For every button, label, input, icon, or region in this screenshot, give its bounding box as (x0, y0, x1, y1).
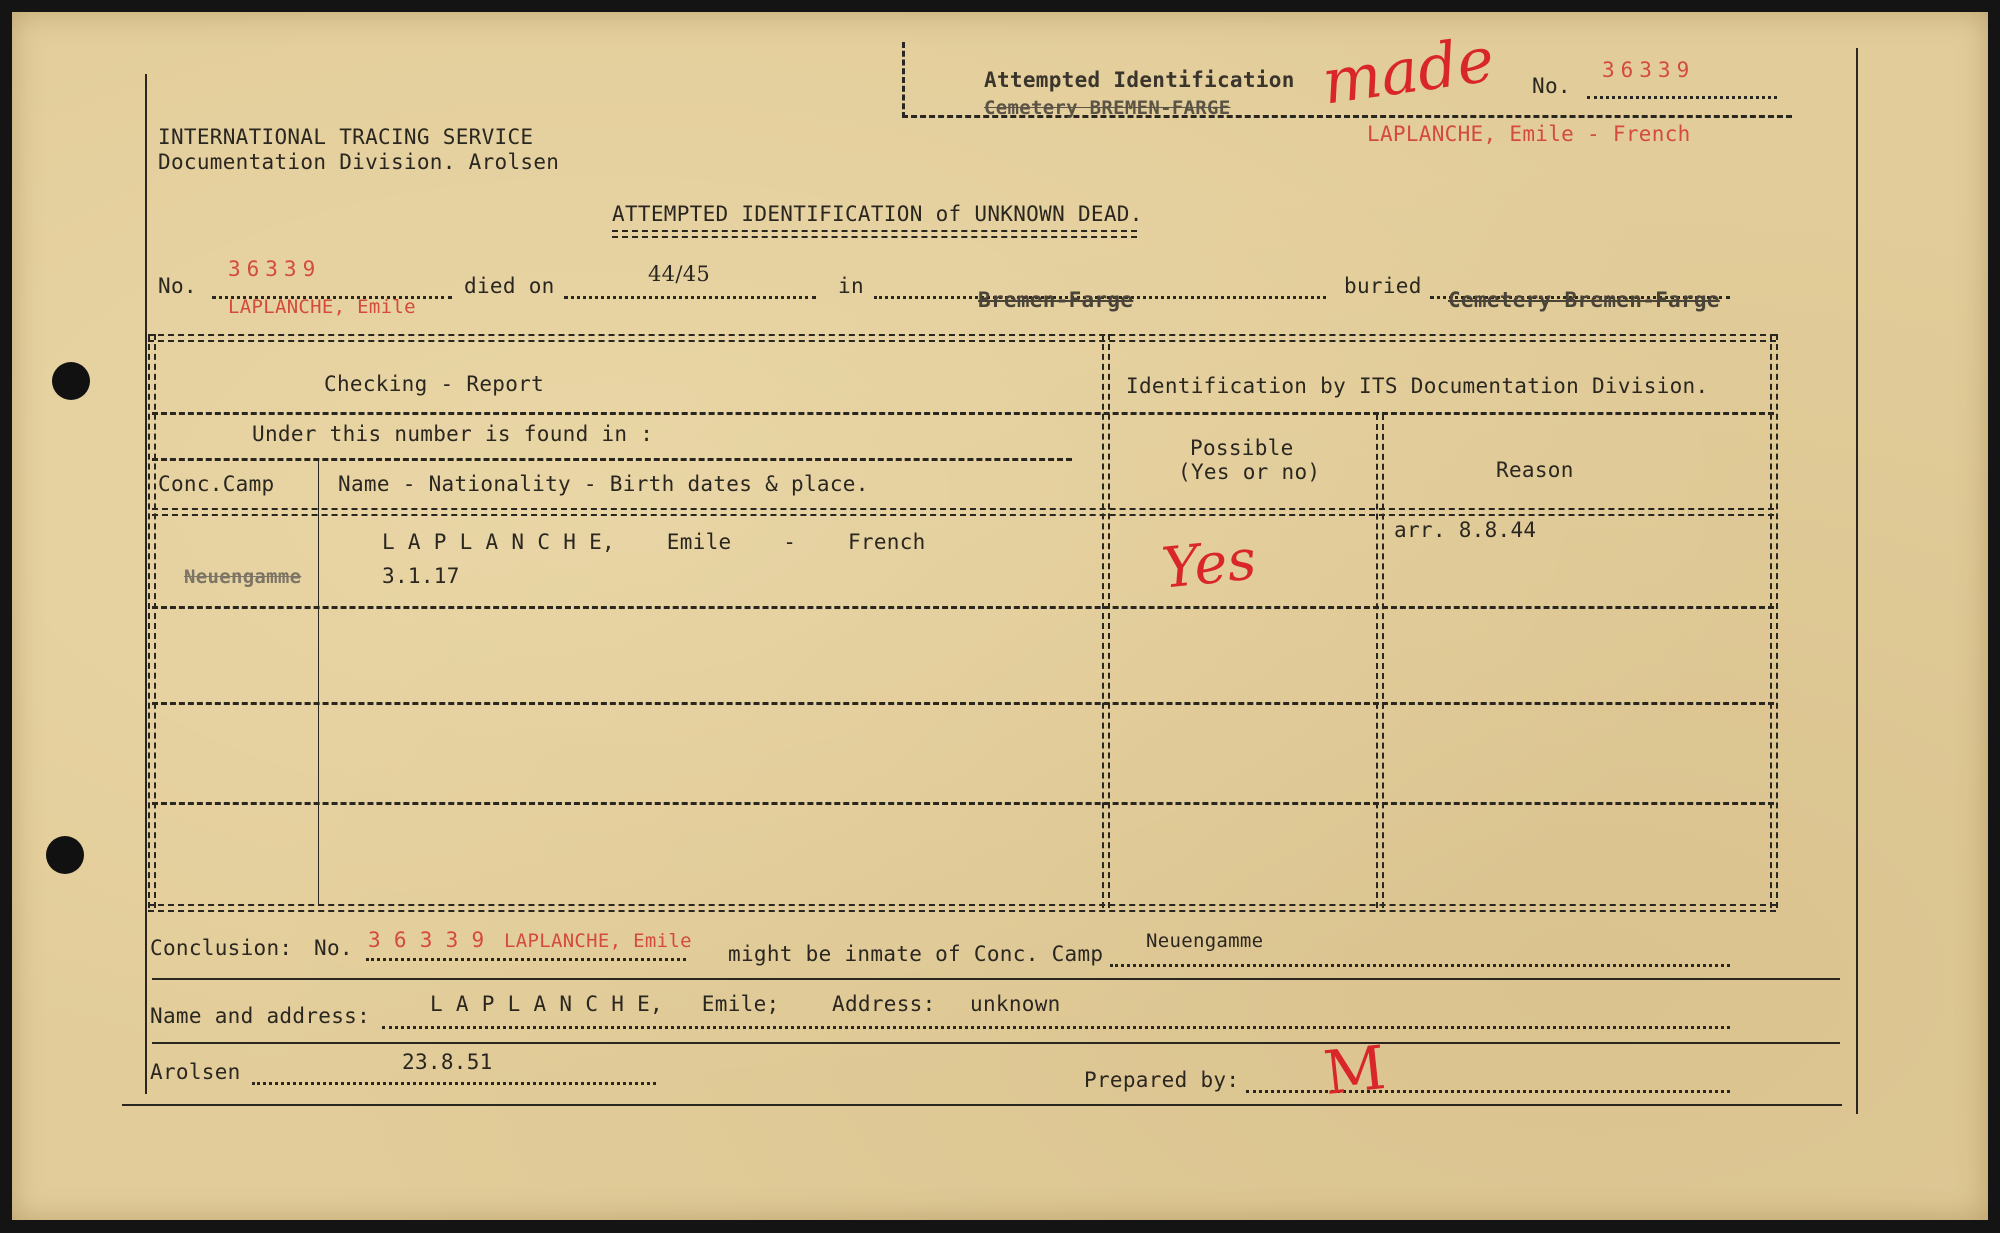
name-address-rule (152, 1042, 1840, 1044)
row-name: L A P L A N C H E, Emile - French (382, 530, 926, 554)
header-no-value: 36339 (1602, 58, 1696, 82)
footer-date: 23.8.51 (402, 1050, 493, 1074)
conclusion-label: Conclusion: (150, 936, 293, 960)
col-possible-line1: Possible (1190, 436, 1294, 460)
row-camp: Neuengamme (184, 566, 302, 588)
header-no-label: No. (1532, 74, 1571, 98)
org-line-1: INTERNATIONAL TRACING SERVICE (158, 125, 534, 149)
name-address-label: Name and address: (150, 1004, 371, 1028)
stamp-attempted: Attempted Identification (984, 68, 1295, 92)
col-reason: Reason (1496, 458, 1574, 482)
conclusion-camp-dots (1110, 964, 1730, 967)
col-possible-line2: (Yes or no) (1178, 460, 1321, 484)
header-no-dots (1587, 96, 1777, 99)
table-left-border (148, 334, 156, 908)
handwritten-made: made (1317, 22, 1499, 119)
bottom-margin-line (122, 1104, 1842, 1106)
col-camp: Conc.Camp (158, 472, 275, 496)
died-dots (564, 296, 816, 299)
right-margin-line (1856, 48, 1858, 1114)
under-number-line (152, 458, 1072, 461)
address-value: unknown (970, 992, 1061, 1016)
row-birth: 3.1.17 (382, 564, 460, 588)
conclusion-no-value: 3 6 3 3 9 (368, 928, 485, 952)
conclusion-rule (152, 978, 1840, 980)
table-right-border (1770, 334, 1778, 908)
conclusion-no-label: No. (314, 936, 353, 960)
col-header-underline (152, 508, 1774, 516)
died-label: died on (464, 274, 555, 298)
in-value: Bremen-Farge (978, 288, 1134, 312)
table-divider-camp (318, 460, 319, 906)
conclusion-name: LAPLANCHE, Emile (504, 930, 692, 952)
conclusion-no-dots (366, 958, 686, 961)
org-line-2: Documentation Division. Arolsen (158, 150, 560, 174)
checking-report: Checking - Report (324, 372, 545, 396)
buried-value: Cemetery Bremen-Farge (1448, 288, 1720, 312)
title-underline (612, 230, 1137, 238)
left-margin-line (145, 74, 147, 1094)
punch-hole-top (52, 362, 90, 400)
record-no-label: No. (158, 274, 197, 298)
name-address-dots (382, 1026, 1730, 1029)
table-divider-reason (1376, 414, 1384, 908)
place-label: Arolsen (150, 1060, 241, 1084)
table-bottom-border (148, 904, 1776, 912)
under-number-text: Under this number is found in : (252, 422, 654, 446)
date-dots (252, 1082, 656, 1085)
stamp-cemetery: Cemetery BREMEN-FARGE (984, 97, 1231, 119)
row-reason: arr. 8.8.44 (1394, 518, 1537, 542)
prepared-label: Prepared by: (1084, 1068, 1240, 1092)
table-divider-main (1102, 334, 1110, 908)
index-card (12, 12, 1988, 1220)
in-label: in (838, 274, 864, 298)
address-label: Address: (832, 992, 936, 1016)
conclusion-might-be: might be inmate of Conc. Camp (728, 942, 1104, 966)
buried-label: buried (1344, 274, 1422, 298)
record-no-value: 36339 (228, 257, 322, 281)
row-possible-yes: Yes (1158, 527, 1260, 602)
col-name: Name - Nationality - Birth dates & place. (338, 472, 869, 496)
died-value: 44/45 (648, 262, 711, 286)
header-name-line: LAPLANCHE, Emile - French (1367, 122, 1691, 146)
header-row-line (152, 412, 1774, 415)
stamp-box-left (902, 42, 905, 118)
row-line-1 (152, 606, 1774, 609)
prepared-initials: M (1320, 1032, 1389, 1110)
conclusion-camp-value: Neuengamme (1146, 930, 1264, 952)
name-address-name: L A P L A N C H E, Emile; (430, 992, 780, 1016)
page-title: ATTEMPTED IDENTIFICATION of UNKNOWN DEAD. (612, 202, 1143, 226)
prepared-dots (1246, 1090, 1730, 1093)
record-name: LAPLANCHE, Emile (228, 296, 416, 318)
table-top-border (148, 334, 1776, 342)
punch-hole-bottom (46, 836, 84, 874)
identification-header: Identification by ITS Documentation Division. (1126, 374, 1709, 398)
row-line-3 (152, 802, 1774, 805)
row-line-2 (152, 702, 1774, 705)
